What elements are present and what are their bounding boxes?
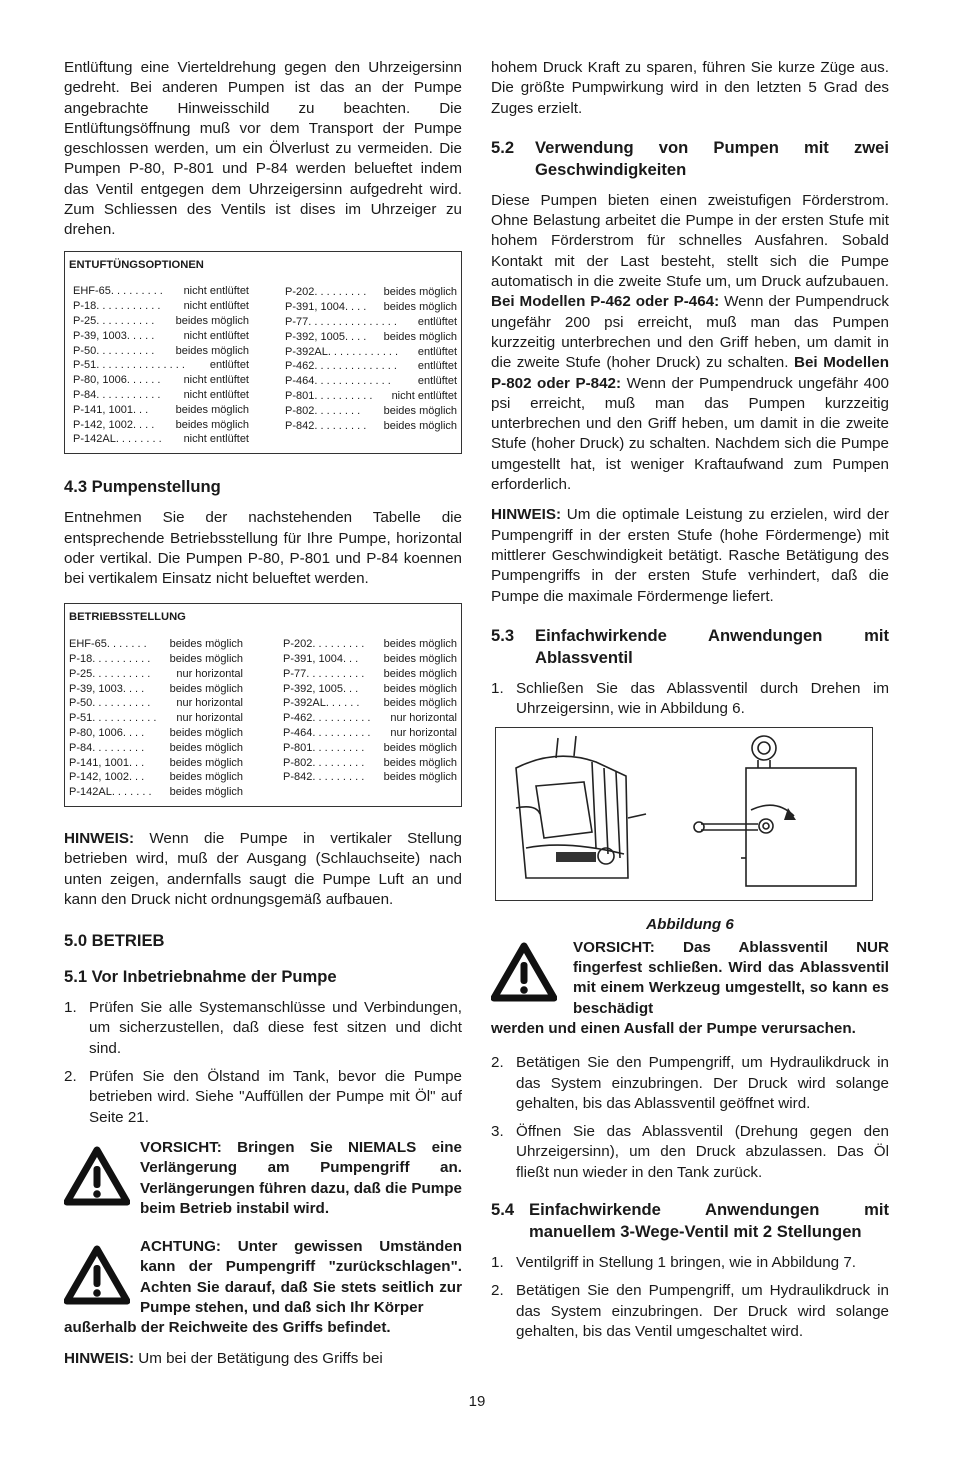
list-number: 1.	[491, 1253, 504, 1271]
table-row	[73, 344, 249, 359]
model-name: P-25	[69, 667, 93, 680]
table-row	[285, 285, 457, 300]
option-value: beides möglich	[169, 727, 243, 739]
table-title: BETRIEBSSTELLUNG	[69, 611, 186, 624]
model-name: P-50	[69, 697, 93, 710]
option-value: nicht entlüftet	[183, 300, 249, 313]
list-text: Betätigen Sie den Pumpengriff, um Hydraulikdruck in das System einzubringen. Der Druck wird solange gehalten, bis das Ablassventil geöffnet wird.	[516, 1054, 889, 1112]
note-text: Um die optimale Leistung zu erzielen, wird der Pumpengriff in der ersten Stufe (hohe Fördermenge) mit mittlerer Geschwindigkeit betätigt. Rasche Betätigung des Pumpengriffs in der ersten Stufe verhindert, daß die Pumpe die maximale Fördermenge liefert.	[491, 506, 889, 605]
option-value: nur horizontal	[390, 712, 457, 725]
section-title: 5.0 BETRIEB	[64, 931, 165, 951]
model-name: P-77	[283, 667, 307, 680]
model-name: P-202	[283, 638, 313, 651]
model-name: P-464	[283, 727, 313, 739]
model-name: P-142AL	[73, 433, 116, 446]
table-row	[69, 682, 243, 697]
model-name: P-392, 1005	[283, 682, 343, 695]
numbered-list	[491, 1053, 889, 1183]
list-item	[64, 1067, 462, 1128]
table-column	[285, 285, 457, 447]
paragraph: hohem Druck Kraft zu sparen, führen Sie kurze Züge aus. Die größte Pumpwirkung wird in den letzten 5 Grad des Zuges erzielt.	[491, 59, 889, 117]
option-value: nur horizontal	[176, 712, 243, 725]
list-number: 2.	[491, 1282, 504, 1300]
leader-dots: . . . . . . . . . . .	[92, 712, 157, 725]
option-value: nicht entlüftet	[183, 433, 249, 446]
table-column	[69, 637, 243, 800]
option-value: entlüftet	[209, 359, 249, 372]
leader-dots: . . . . . . . . . .	[92, 667, 151, 680]
option-value: nicht entlüftet	[183, 389, 249, 402]
model-name: EHF-65	[73, 285, 111, 298]
text: Wenn der Pumpendruck ungefähr 400 psi erreicht, muß man das Pumpen kurzzeitig unterbrechen und den Griff heben, um damit in die zweite Stufe (hoher Druck) zu schalten. Nachdem sich die Pumpe umgestellt hat, ist weniger Kraftaufwand zum Pumpen erforderlich.	[491, 374, 889, 494]
table-row	[283, 756, 457, 771]
model-name: P-462	[285, 360, 315, 373]
model-name: P-142, 1002	[73, 418, 133, 431]
leader-dots: . . . . . . . . .	[312, 771, 365, 784]
table-row	[283, 682, 457, 697]
table-row	[283, 711, 457, 726]
option-value: entlüftet	[417, 375, 457, 388]
leader-dots: . . . . . . . . . .	[314, 390, 373, 403]
list-item	[491, 1253, 889, 1273]
figure-6-illustration	[495, 727, 873, 901]
leader-dots: . . .	[342, 682, 359, 695]
left-column	[64, 58, 462, 1379]
list-item	[491, 1122, 889, 1183]
table-row	[73, 432, 249, 447]
table-row	[73, 373, 249, 388]
table-row	[283, 741, 457, 756]
warning-triangle-icon	[491, 942, 557, 1002]
model-name: P-462	[283, 712, 313, 725]
leader-dots: . . .	[132, 403, 149, 416]
model-name: P-141, 1001	[69, 756, 129, 769]
option-value: beides möglich	[383, 419, 457, 432]
leader-dots: . . . . . . . . . .	[92, 653, 151, 666]
table-row	[73, 314, 249, 329]
leader-dots: . . . . . . . . . .	[312, 712, 371, 725]
model-name: P-39, 1003	[73, 329, 127, 342]
option-value: nur horizontal	[176, 667, 243, 680]
section-number: 5.4	[491, 1199, 515, 1219]
model-name: P-141, 1001	[73, 403, 133, 416]
option-value: beides möglich	[383, 756, 457, 769]
table-row	[69, 741, 243, 756]
list-item	[491, 1053, 889, 1114]
option-value: beides möglich	[383, 771, 457, 784]
model-name: P-392, 1005	[285, 330, 345, 343]
list-text: Prüfen Sie den Ölstand im Tank, bevor die Pumpe betrieben wird. Siehe "Auffüllen der Pumpe mit Öl" auf Seite 21.	[89, 1068, 462, 1126]
section-title	[491, 137, 889, 181]
option-value: beides möglich	[383, 638, 457, 651]
list-text: Prüfen Sie alle Systemanschlüsse und Verbindungen, um sicherzustellen, daß diese fest sitzen und dicht sind.	[89, 999, 462, 1057]
model-name: P-77	[285, 316, 309, 329]
model-name: P-39, 1003	[69, 682, 123, 695]
table-row	[283, 637, 457, 652]
leader-dots: . . . . . . . .	[115, 433, 162, 446]
model-name: P-802	[285, 404, 315, 417]
section-title: 4.3 Pumpenstellung	[64, 477, 221, 497]
option-value: nicht entlüftet	[183, 329, 249, 342]
option-value: beides möglich	[175, 418, 249, 431]
option-value: beides möglich	[175, 344, 249, 357]
option-value: beides möglich	[169, 741, 243, 754]
note-text: Wenn die Pumpe in vertikaler Stellung betrieben wird, muß der Ausgang (Schlauchseite) nach unten zeigen, andernfalls saugt die Pumpe Luft an und kann den Druck nicht ordnungsgemäß aufbauen.	[64, 829, 462, 908]
table-row	[73, 418, 249, 433]
option-value: nicht entlüftet	[183, 374, 249, 387]
list-number: 1.	[491, 679, 504, 697]
table-row	[285, 374, 457, 389]
vent-options-table	[64, 251, 462, 455]
section-title-text: Einfachwirkende Anwendungen mit Ablassventil	[535, 625, 889, 667]
right-column	[491, 58, 889, 1352]
table-row	[69, 637, 243, 652]
table-row	[285, 359, 457, 374]
model-name: P-392AL	[283, 697, 326, 710]
leader-dots: . . . . . . . . .	[312, 741, 365, 754]
leader-dots: . . . . . . . . .	[312, 756, 365, 769]
option-value: beides möglich	[169, 653, 243, 666]
leader-dots: . . . . . .	[126, 374, 161, 387]
figure-caption: Abbildung 6	[646, 916, 734, 934]
leader-dots: . . .	[128, 756, 145, 769]
table-row	[73, 329, 249, 344]
note-label: HINWEIS:	[64, 1349, 135, 1367]
leader-dots: . . . . . . . . . . .	[96, 389, 161, 402]
warning-block	[64, 1138, 462, 1219]
leader-dots: . . .	[128, 771, 145, 784]
leader-dots: . . . . . . . . . . .	[96, 300, 161, 313]
pump-release-valve-drawing	[496, 728, 872, 900]
leader-dots: . . . . . . . . .	[312, 638, 365, 651]
list-text: Öffnen Sie das Ablassventil (Drehung gegen den Uhrzeigersinn), um den Druck abzulassen. Das Öl fließt nun wieder in den Tank zurück.	[516, 1123, 889, 1181]
model-name: P-51	[69, 712, 93, 725]
option-value: beides möglich	[169, 682, 243, 695]
option-value: nicht entlüftet	[391, 390, 457, 403]
bold-text: Bei Modellen P-462 oder P-464:	[491, 293, 720, 311]
warning-text-tail: werden und einen Ausfall der Pumpe verursachen.	[491, 1019, 856, 1037]
option-value: entlüftet	[417, 316, 457, 329]
model-name: P-464	[285, 375, 315, 388]
leader-dots: . . . .	[122, 727, 145, 739]
bold-text: Bei Modellen P-802 oder P-842:	[491, 354, 890, 392]
warning-text-tail: außerhalb der Reichweite des Griffs befindet.	[64, 1319, 391, 1337]
option-value: beides möglich	[383, 682, 457, 695]
option-value: nicht entlüftet	[183, 285, 249, 298]
model-name: P-25	[73, 315, 97, 328]
list-text: Betätigen Sie den Pumpengriff, um Hydraulikdruck in das System einzubringen. Der Druck wird solange gehalten, bis das Ventil umgeschaltet wird.	[516, 1282, 889, 1340]
leader-dots: . . . . . . . . .	[110, 285, 163, 298]
list-item	[491, 1281, 889, 1342]
model-name: P-202	[285, 286, 315, 299]
warning-text: ACHTUNG: Unter gewissen Umständen kann der Pumpengriff "zurückschlagen". Achten Sie darauf, daß Sie stets seitlich zur Pumpe stehen, und daß sich Ihr Körper	[140, 1238, 462, 1317]
table-row	[69, 785, 243, 800]
table-row	[69, 667, 243, 682]
table-row	[283, 696, 457, 711]
option-value: beides möglich	[383, 286, 457, 299]
leader-dots: . . . . . . .	[111, 786, 152, 799]
table-row	[283, 770, 457, 785]
option-value: beides möglich	[169, 771, 243, 784]
leader-dots: . . . . . . . . . . . . . . .	[96, 359, 185, 372]
leader-dots: . . . . . . . . . .	[96, 315, 155, 328]
leader-dots: . . . . .	[126, 329, 155, 342]
list-number: 2.	[64, 1068, 77, 1086]
table-row	[285, 330, 457, 345]
list-text: Ventilgriff in Stellung 1 bringen, wie in Abbildung 7.	[516, 1253, 856, 1271]
option-value: beides möglich	[169, 786, 243, 799]
warning-triangle-icon	[64, 1245, 130, 1305]
model-name: P-392AL	[285, 345, 328, 358]
leader-dots: . . . .	[344, 301, 367, 314]
section-title	[491, 1199, 889, 1243]
option-value: nur horizontal	[390, 727, 457, 739]
option-value: beides möglich	[169, 756, 243, 769]
option-value: beides möglich	[383, 653, 457, 666]
table-row	[69, 756, 243, 771]
model-name: P-18	[73, 300, 97, 313]
table-row	[285, 345, 457, 360]
section-number: 5.2	[491, 137, 515, 157]
table-row	[285, 404, 457, 419]
model-name: P-842	[285, 419, 315, 432]
table-row	[285, 315, 457, 330]
leader-dots: . . . . . . . . . . . . . .	[314, 360, 397, 373]
option-value: beides möglich	[383, 330, 457, 343]
leader-dots: . . . . . . . .	[314, 404, 361, 417]
model-name: P-801	[285, 390, 315, 403]
leader-dots: . . . . . . . . .	[314, 419, 367, 432]
table-row	[73, 284, 249, 299]
table-row	[73, 299, 249, 314]
paragraph: Entnehmen Sie der nachstehenden Tabelle die entsprechende Betriebsstellung für Ihre Pumpe, horizontal oder vertikal. Die Pumpen P-80, P-801 und P-84 koennen bei vertikalem Einsatz nicht belueftet werden.	[64, 509, 462, 588]
note-label: HINWEIS:	[64, 829, 135, 847]
model-name: P-801	[283, 741, 313, 754]
leader-dots: . . . . . . . . . .	[92, 697, 151, 710]
model-name: P-802	[283, 756, 313, 769]
note-text: Um bei der Betätigung des Griffs bei	[134, 1349, 383, 1367]
table-row	[285, 419, 457, 434]
model-name: P-51	[73, 359, 97, 372]
model-name: P-142, 1002	[69, 771, 129, 784]
option-value: beides möglich	[383, 741, 457, 754]
leader-dots: . . . .	[122, 682, 145, 695]
model-name: P-142AL	[69, 786, 112, 799]
table-row	[285, 300, 457, 315]
table-column	[69, 284, 249, 447]
note-label: HINWEIS:	[491, 506, 562, 524]
paragraph	[491, 191, 889, 495]
option-value: beides möglich	[383, 667, 457, 680]
model-name: P-84	[69, 741, 93, 754]
table-column	[283, 637, 457, 800]
table-row	[69, 770, 243, 785]
section-title-text: Verwendung von Pumpen mit zwei Geschwindigkeiten	[535, 137, 889, 179]
warning-triangle-icon	[64, 1146, 130, 1206]
table-row	[69, 652, 243, 667]
warning-text: VORSICHT: Das Ablassventil NUR fingerfest schließen. Wird das Ablassventil mit einem Werkzeug umgestellt, so kann es beschädigt	[573, 938, 889, 1017]
warning-block	[64, 1237, 462, 1338]
leader-dots: . . . . . . . . . . . . . . .	[308, 316, 397, 329]
leader-dots: . . . . . . . . . . . . .	[314, 375, 391, 388]
model-name: P-84	[73, 389, 97, 402]
option-value: beides möglich	[175, 403, 249, 416]
numbered-list	[491, 1253, 889, 1342]
list-text: Schließen Sie das Ablassventil durch Drehen im Uhrzeigersinn, wie in Abbildung 6.	[516, 679, 889, 718]
list-number: 1.	[64, 999, 77, 1017]
warning-text: VORSICHT: Bringen Sie NIEMALS eine Verlängerung am Pumpengriff an. Verlängerungen führen dazu, daß die Pumpe beim Betrieb instabil wird.	[140, 1138, 462, 1217]
model-name: P-80, 1006	[73, 374, 127, 387]
page-number: 19	[468, 1393, 486, 1410]
section-title: 5.1 Vor Inbetriebnahme der Pumpe	[64, 967, 337, 987]
intro-paragraph: Entlüftung eine Vierteldrehung gegen den Uhrzeigersinn gedreht. Bei anderen Pumpen ist das an der Pumpe angebrachte Hinweisschild zu beachten. Die Entlüftungsöffnung muß vor dem Transport der Pumpe geschlossen werden, um ein Ölverlust zu vermeiden. Die Pumpen P-80, P-801 und P-84 werden belueftet indem das Ventil entgegen dem Uhrzeigersinn aufgedreht wird. Zum Schliessen des Ventils ist dises im Uhrzeiger zu drehen.	[64, 59, 462, 239]
list-item	[491, 679, 889, 720]
section-number: 5.3	[491, 625, 515, 645]
text: Wenn der Pumpendruck ungefähr 200 psi erreicht, muß man das Pumpen kurzzeitig unterbrechen und den Griff heben, um damit in die zweite Stufe (hoher Druck) zu schalten.	[491, 293, 889, 372]
table-row	[73, 403, 249, 418]
leader-dots: . . . . . . . . . .	[312, 727, 371, 739]
table-row	[283, 652, 457, 667]
warning-block	[491, 938, 889, 1039]
model-name: P-50	[73, 344, 97, 357]
leader-dots: . . . . . . . . . . . .	[327, 345, 399, 358]
table-title: ENTUFTÜNGSOPTIONEN	[69, 258, 204, 271]
note-paragraph	[64, 1349, 462, 1369]
leader-dots: . . . . . .	[325, 697, 360, 710]
model-name: EHF-65	[69, 638, 107, 651]
model-name: P-80, 1006	[69, 727, 123, 739]
model-name: P-391, 1004	[283, 653, 343, 666]
option-value: entlüftet	[417, 345, 457, 358]
model-name: P-842	[283, 771, 313, 784]
leader-dots: . . . . . . .	[106, 638, 147, 651]
note-paragraph	[64, 829, 462, 910]
leader-dots: . . . .	[132, 418, 155, 431]
section-title-text: Einfachwirkende Anwendungen mit manuellem 3-Wege-Ventil mit 2 Stellungen	[529, 1199, 889, 1241]
note-paragraph	[491, 505, 889, 606]
text: Diese Pumpen bieten einen zweistufigen Förderstrom. Ohne Belastung arbeitet die Pumpe in der ersten Stufe mit hohem Förderstrom für schnelles Ausfahren. Sobald Kontakt mit der Last besteht, stellt sich die Pumpe automatisch in die zweite Stufe um, um Druck aufzubauen.	[491, 191, 889, 291]
model-name: P-391, 1004	[285, 301, 345, 314]
table-row	[73, 358, 249, 373]
leader-dots: . . . . . . . . . .	[306, 667, 365, 680]
operating-position-table	[64, 603, 462, 807]
table-row	[69, 726, 243, 741]
table-row	[73, 388, 249, 403]
option-value: beides möglich	[175, 315, 249, 328]
option-value: beides möglich	[169, 638, 243, 651]
leader-dots: . . . .	[344, 330, 367, 343]
option-value: nur horizontal	[176, 697, 243, 710]
option-value: beides möglich	[383, 404, 457, 417]
table-row	[283, 726, 457, 741]
option-value: beides möglich	[383, 301, 457, 314]
list-number: 3.	[491, 1123, 504, 1141]
table-row	[69, 696, 243, 711]
section-title	[491, 625, 889, 669]
model-name: P-18	[69, 653, 93, 666]
leader-dots: . . . . . . . . .	[314, 286, 367, 299]
table-row	[69, 711, 243, 726]
list-number: 2.	[491, 1054, 504, 1072]
leader-dots: . . . . . . . . . .	[96, 344, 155, 357]
numbered-list	[64, 998, 462, 1128]
leader-dots: . . .	[342, 653, 359, 666]
leader-dots: . . . . . . . . .	[92, 741, 145, 754]
option-value: beides möglich	[383, 697, 457, 710]
table-row	[285, 389, 457, 404]
list-item	[64, 998, 462, 1059]
option-value: entlüftet	[417, 360, 457, 373]
table-row	[283, 667, 457, 682]
